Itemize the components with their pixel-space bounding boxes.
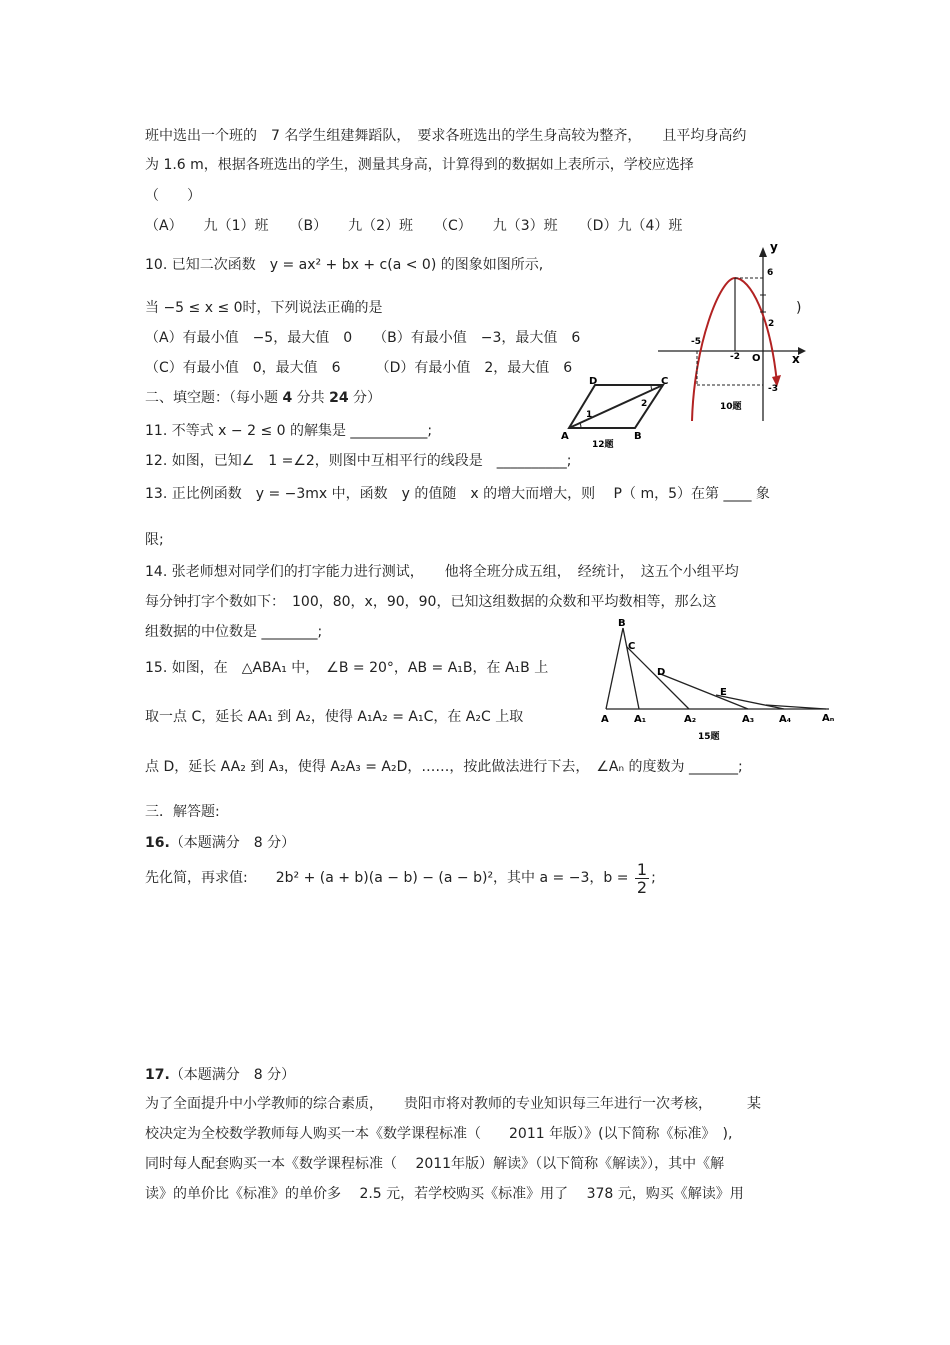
q9-line2: 为 1.6 m，根据各班选出的学生，测量其身高，计算得到的数据如上表所示，学校应选择 bbox=[145, 157, 694, 173]
point-label-a: A bbox=[601, 714, 609, 725]
y-axis-arrow-icon bbox=[759, 247, 767, 257]
q10-stem: 10. 已知二次函数 y = ax² + bx + c(a < 0) 的图象如图所示, bbox=[145, 257, 544, 273]
section-3-heading: 三．解答题: bbox=[145, 804, 220, 820]
q16-end: ; bbox=[651, 870, 656, 886]
angle-label-2: 2 bbox=[641, 399, 648, 409]
tick-label-minus3: -3 bbox=[768, 384, 778, 394]
figure-q15-triangles bbox=[596, 615, 840, 745]
origin-label: O bbox=[752, 353, 761, 364]
vertex-label-a: A bbox=[561, 431, 569, 442]
point-label-a4: A₄ bbox=[779, 714, 792, 725]
section-2-heading bbox=[145, 388, 381, 408]
y-axis-label: y bbox=[770, 240, 778, 254]
point-label-an: Aₙ bbox=[822, 713, 835, 724]
q16-expression bbox=[145, 859, 656, 897]
q10-options-cd: （C）有最小值 0，最大值 6 （D）有最小值 2，最大值 6 bbox=[145, 360, 573, 376]
q16-number: 16. bbox=[145, 835, 170, 851]
section-2-suffix: 分） bbox=[353, 390, 382, 406]
x-axis-label: x bbox=[792, 352, 800, 366]
q17-points: （本题满分 8 分） bbox=[169, 1067, 296, 1083]
q17-header bbox=[145, 1065, 295, 1085]
q17-line1: 为了全面提升中小学教师的综合素质， 贵阳市将对教师的专业知识每三年进行一次考核， 某 bbox=[145, 1096, 761, 1112]
q13-cont: 限; bbox=[145, 532, 164, 548]
q13: 13. 正比例函数 y = −3mx 中，函数 y 的值随 x 的增大而增大，则 P（ m，5）在第 ____ 象 bbox=[145, 486, 770, 502]
q9-answer-paren: （ ） bbox=[145, 188, 201, 204]
q17-line2: 校决定为全校数学教师每人购买一本《数学课程标准（ 2011 年版）》(以下简称《标准》 ), bbox=[145, 1126, 733, 1142]
tick-label-minus5: -5 bbox=[691, 337, 701, 347]
figure-caption-10: 10题 bbox=[720, 402, 742, 412]
q17-number: 17. bbox=[145, 1067, 170, 1083]
angle-label-1: 1 bbox=[586, 410, 593, 420]
section-2-points: 4 bbox=[282, 390, 293, 406]
vertex-label-c: C bbox=[661, 376, 669, 387]
q15: 15. 如图，在 △ABA₁ 中， ∠B = 20°，AB = A₁B，在 A₁B 上 bbox=[145, 660, 549, 676]
section-2-prefix: 二、填空题：（每小题 bbox=[145, 390, 278, 406]
point-label-e: E bbox=[720, 687, 727, 698]
q10-paren-close: ) bbox=[796, 300, 802, 316]
q16-header bbox=[145, 833, 295, 853]
q15-cont1: 取一点 C，延长 AA₁ 到 A₂，使得 A₁A₂ = A₁C，在 A₂C 上取 bbox=[145, 709, 524, 725]
q10-options-ab: （A）有最小值 −5，最大值 0 （B）有最小值 −3，最大值 6 bbox=[145, 330, 581, 346]
segment-ca1-ca2 bbox=[627, 647, 689, 709]
q14-cont1: 每分钟打字个数如下： 100，80，x，90，90，已知这组数据的众数和平均数相等，那么这 bbox=[145, 594, 717, 610]
q9-options: （A） 九（1）班 （B） 九（2）班 （C） 九（3）班 （D）九（4）班 bbox=[145, 218, 683, 234]
q17-line3: 同时每人配套购买一本《数学课程标准（ 2011年版）解读》（以下简称《解读》），其中《解 bbox=[145, 1156, 725, 1172]
vertex-label-d: D bbox=[589, 376, 598, 387]
section-2-total: 24 bbox=[329, 390, 349, 406]
vertex-label-b: B bbox=[634, 431, 642, 442]
q17-line4: 读》的单价比《标准》的单价多 2.5 元，若学校购买《标准》用了 378 元，购买《解读》用 bbox=[145, 1186, 744, 1202]
q9-line1: 班中选出一个班的 7 名学生组建舞蹈队， 要求各班选出的学生身高较为整齐， 且平均身高约 bbox=[145, 128, 747, 144]
tick-label-2: 2 bbox=[768, 319, 775, 329]
figure-caption-12: 12题 bbox=[592, 440, 614, 450]
figure-caption-15: 15题 bbox=[698, 732, 720, 742]
q16-fraction bbox=[635, 861, 649, 896]
point-label-c: C bbox=[628, 641, 636, 652]
q16-fraction-denominator: 2 bbox=[636, 877, 648, 897]
q16-text: 先化简，再求值: 2b² + (a + b)(a − b) − (a − b)²，其中 a = −3，b = bbox=[145, 870, 629, 886]
q11: 11. 不等式 x − 2 ≤ 0 的解集是 ___________; bbox=[145, 423, 433, 439]
tick-label-minus2: -2 bbox=[730, 352, 740, 362]
q14-cont2: 组数据的中位数是 ________; bbox=[145, 624, 323, 640]
q16-points: （本题满分 8 分） bbox=[169, 835, 296, 851]
segment-ab bbox=[606, 628, 623, 709]
point-label-a2: A₂ bbox=[684, 714, 697, 725]
section-2-mid: 分共 bbox=[296, 390, 325, 406]
q14: 14. 张老师想对同学们的打字能力进行测试， 他将全班分成五组， 经统计， 这五个小组平均 bbox=[145, 564, 739, 580]
point-label-b: B bbox=[618, 618, 626, 629]
figure-q12-parallelogram bbox=[555, 372, 680, 452]
q15-cont2: 点 D，延长 AA₂ 到 A₃，使得 A₂A₃ = A₂D，……，按此做法进行下去， ∠Aₙ 的度数为 _______; bbox=[145, 759, 743, 775]
point-label-d: D bbox=[657, 667, 666, 678]
tick-label-6: 6 bbox=[767, 268, 774, 278]
q12: 12. 如图，已知∠ 1 =∠2，则图中互相平行的线段是 __________; bbox=[145, 453, 572, 469]
q16-fraction-numerator: 1 bbox=[636, 859, 648, 879]
point-label-a3: A₃ bbox=[742, 714, 755, 725]
q10-condition: 当 −5 ≤ x ≤ 0时，下列说法正确的是 bbox=[145, 300, 383, 316]
point-label-a1: A₁ bbox=[634, 714, 647, 725]
